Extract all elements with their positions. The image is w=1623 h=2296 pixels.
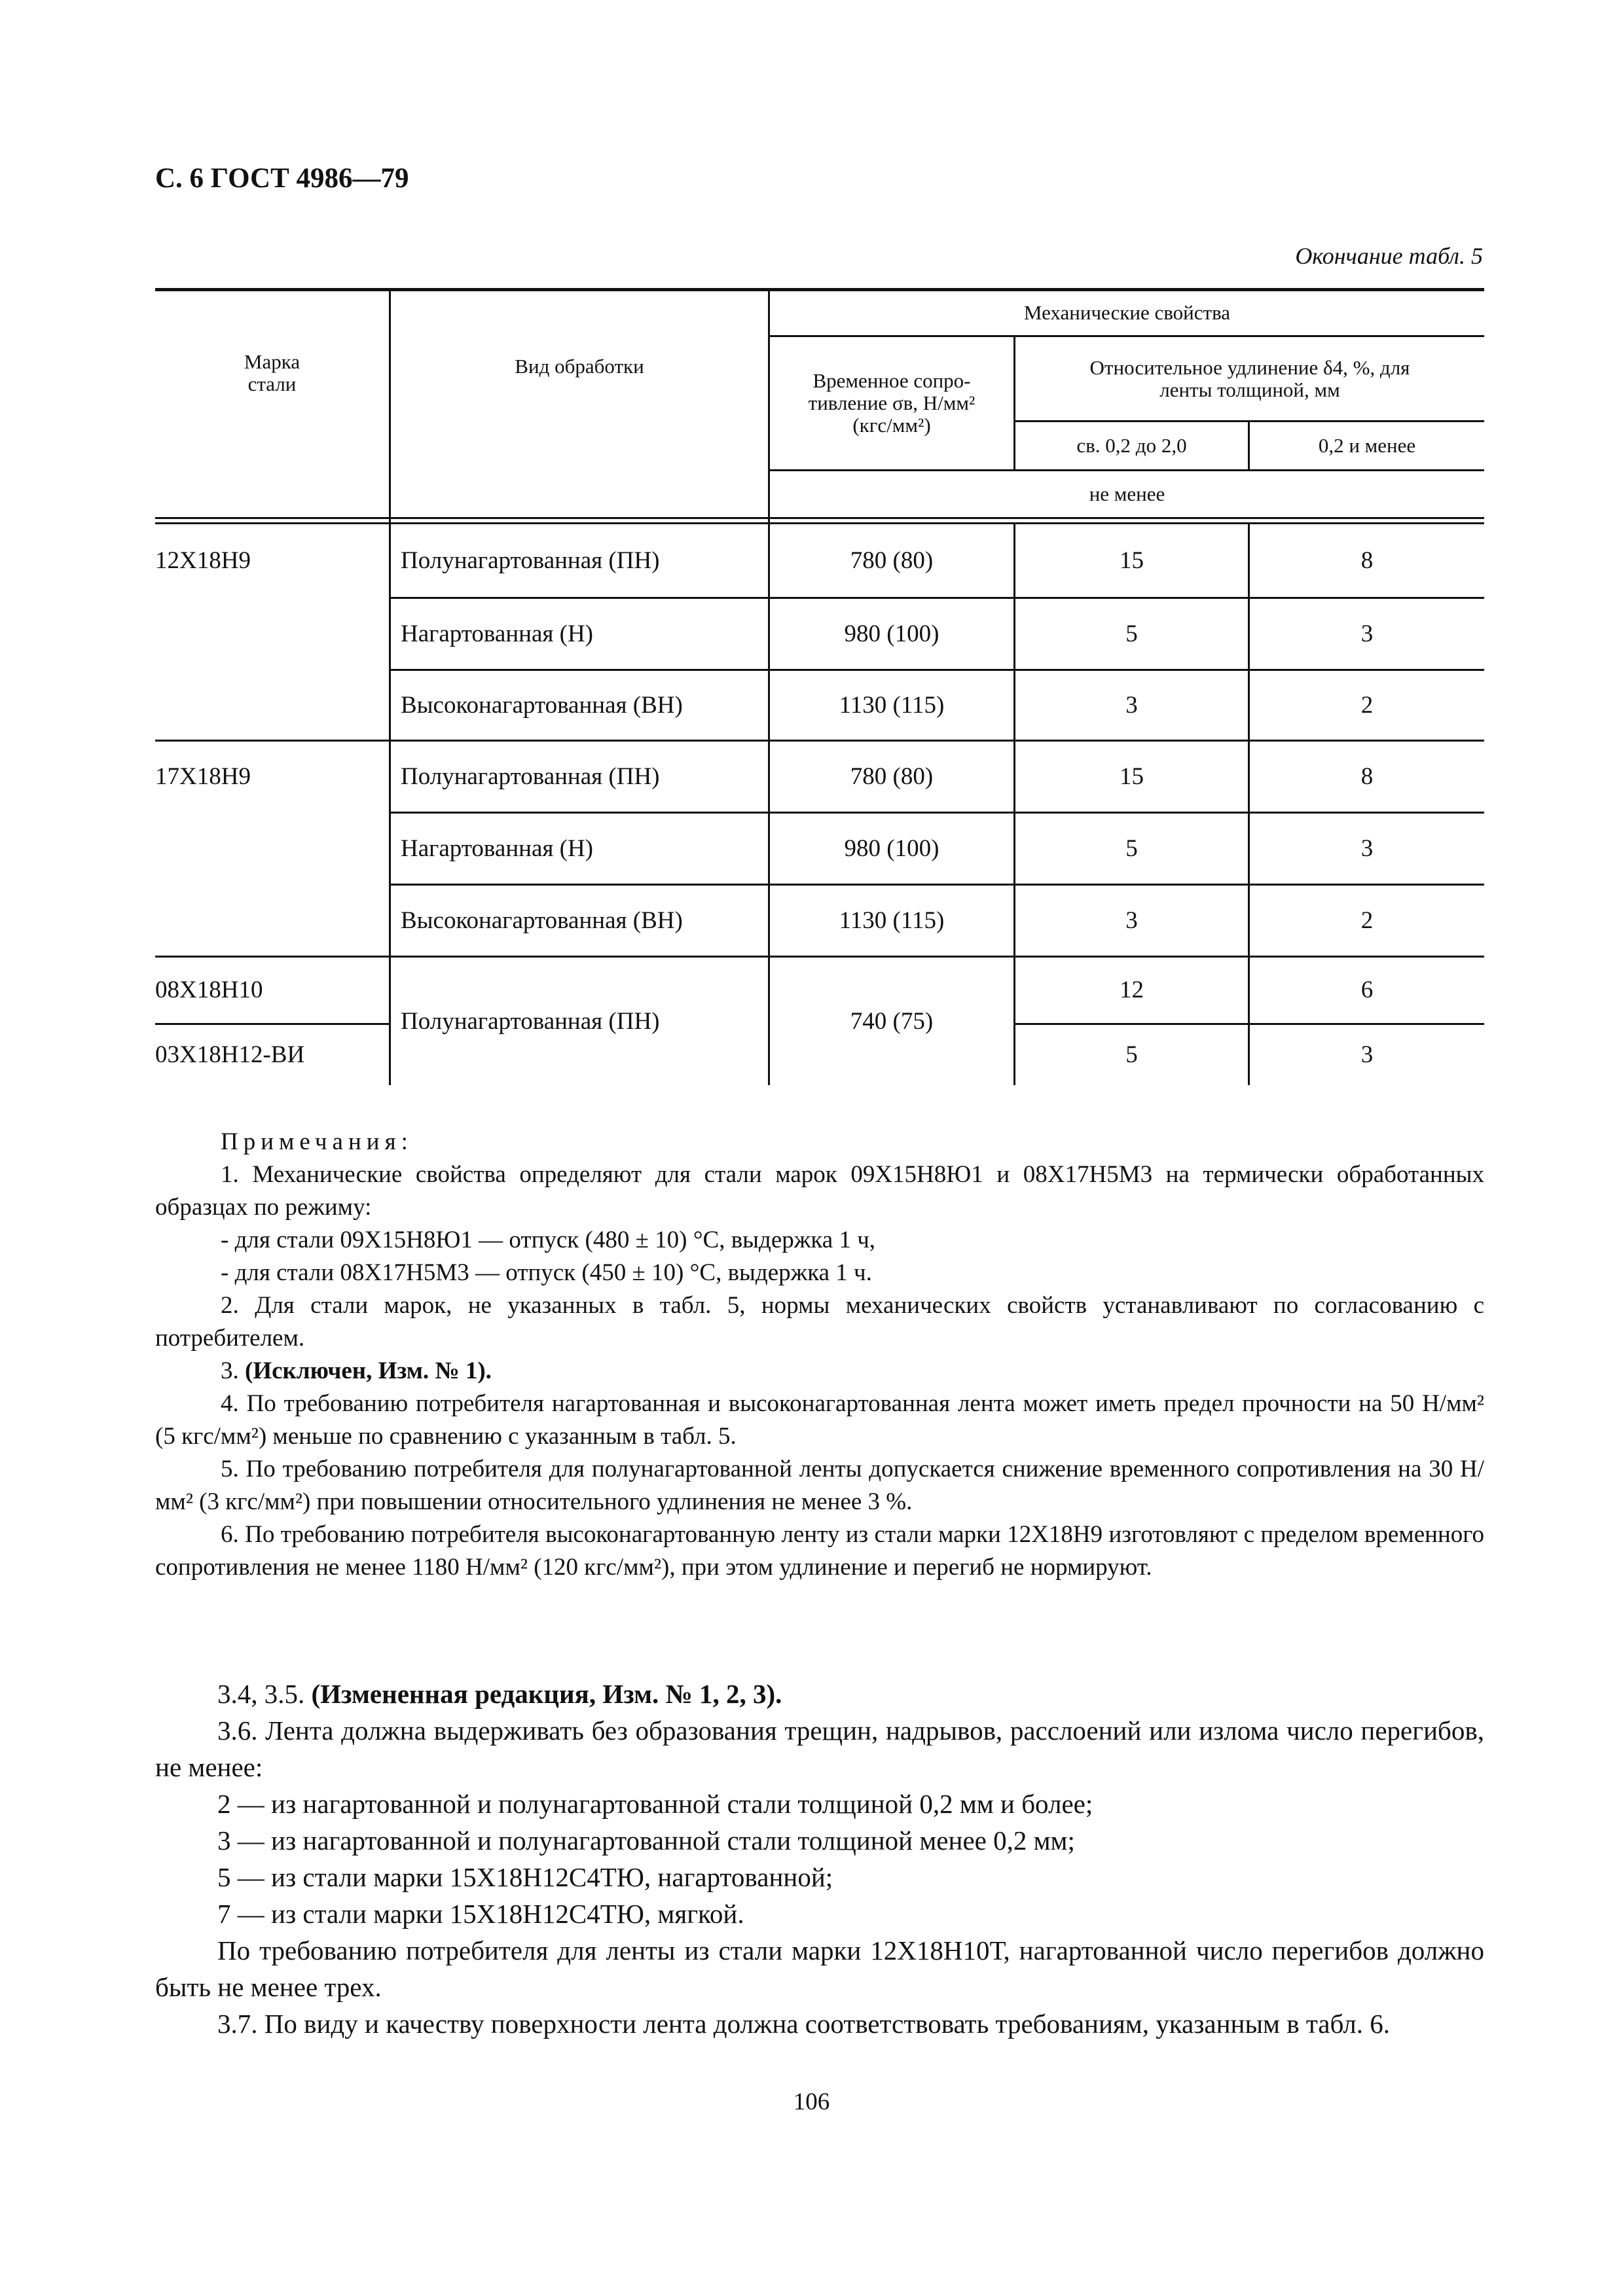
elongation-cell: 3 xyxy=(1125,691,1138,719)
elongation-cell: 5 xyxy=(1125,620,1138,647)
elongation-cell: 8 xyxy=(1360,547,1374,574)
treatment-cell: Высоконагартованная (ВН) xyxy=(401,691,683,719)
clause-3-6-extra: По требованию потребителя для ленты из стали марки 12Х18Н10Т, нагартованной число перегибов должно быть не менее трех. xyxy=(155,1935,1484,2002)
document-header: С. 6 ГОСТ 4986—79 xyxy=(155,163,409,194)
grade-cell: 12Х18Н9 xyxy=(155,547,251,574)
note-item: 2. Для стали марок, не указанных в табл. 5, нормы механических свойств устанавливают по согласованию с потребителем. xyxy=(155,1292,1484,1352)
note-item: 4. По требованию потребителя нагартованная и высоконагартованная лента может иметь предел прочности на 50 Н/мм² (5 кгс/мм²) меньше по сравнению с указанным в табл. 5. xyxy=(155,1390,1484,1450)
tensile-cell: 740 (75) xyxy=(850,1007,934,1035)
treatment-cell: Нагартованная (Н) xyxy=(401,834,593,862)
elongation-cell: 2 xyxy=(1360,906,1374,934)
table-header-rule xyxy=(155,522,1484,524)
table-notes xyxy=(155,1126,1484,1584)
elongation-cell: 15 xyxy=(1120,547,1144,574)
note-item: - для стали 08Х17Н5М3 — отпуск (450 ± 10) °С, выдержка 1 ч. xyxy=(221,1259,872,1286)
clause-number: 3.4, 3.5. xyxy=(217,1679,305,1709)
clause-3-4 xyxy=(155,1676,1484,1712)
treatment-cell: Нагартованная (Н) xyxy=(401,620,593,647)
table-header-rule xyxy=(155,517,1484,519)
page-number: 106 xyxy=(793,2089,830,2115)
note-item: 1. Механические свойства определяют для стали марок 09Х15Н8Ю1 и 08Х17Н5М3 на термически обработанных образцах по режиму: xyxy=(155,1161,1484,1221)
note-item: - для стали 09Х15Н8Ю1 — отпуск (480 ± 10) °С, выдержка 1 ч, xyxy=(221,1227,876,1253)
note-item xyxy=(155,1355,1484,1388)
note-item: 5. По требованию потребителя для полунагартованной ленты допускается снижение временного сопротивления на 30 Н/мм² (3 кгс/мм²) при повышении относительного удлинения не менее 3 %. xyxy=(155,1456,1484,1515)
note-number: 3. xyxy=(221,1357,239,1384)
elongation-cell: 3 xyxy=(1125,906,1138,934)
tensile-cell: 980 (100) xyxy=(844,834,939,862)
elongation-cell: 5 xyxy=(1125,834,1138,862)
header-grade: Марка стали xyxy=(244,350,301,395)
header-elongation: Относительное удлинение δ4, %, для ленты толщиной, мм xyxy=(1089,355,1410,401)
grade-cell: 17Х18Н9 xyxy=(155,762,251,790)
treatment-cell: Высоконагартованная (ВН) xyxy=(401,906,683,934)
elongation-cell: 15 xyxy=(1120,762,1144,790)
clause-3-7: 3.7. По виду и качеству поверхности лента должна соответствовать требованиям, указанным в табл. 6. xyxy=(217,2009,1391,2039)
clause-3-6: 3.6. Лента должна выдерживать без образования трещин, надрывов, расслоений или излома число перегибов, не менее: xyxy=(155,1715,1484,1782)
header-treatment: Вид обработки xyxy=(515,355,644,378)
grade-cell: 08Х18Н10 xyxy=(155,977,263,1003)
tensile-cell: 1130 (115) xyxy=(839,691,945,719)
grade-cell: 03Х18Н12-ВИ xyxy=(155,1041,305,1068)
treatment-cell: Полунагартованная (ПН) xyxy=(401,547,660,574)
elongation-cell: 3 xyxy=(1360,620,1374,647)
treatment-cell: Полунагартованная (ПН) xyxy=(401,1007,660,1035)
list-item: 7 — из стали марки 15Х18Н12С4ТЮ, мягкой. xyxy=(217,1899,744,1929)
header-mech-props: Механические свойства xyxy=(1023,300,1231,324)
elongation-cell: 5 xyxy=(1125,1041,1138,1068)
tensile-cell: 780 (80) xyxy=(850,762,934,790)
note-amendment: (Исключен, Изм. № 1). xyxy=(245,1357,492,1384)
elongation-cell: 3 xyxy=(1360,1041,1374,1068)
tensile-cell: 780 (80) xyxy=(850,547,934,574)
elongation-cell: 12 xyxy=(1120,977,1144,1003)
elongation-cell: 2 xyxy=(1360,691,1374,719)
treatment-cell: Полунагартованная (ПН) xyxy=(401,762,660,790)
list-item: 5 — из стали марки 15Х18Н12С4ТЮ, нагартованной; xyxy=(217,1862,833,1892)
elongation-cell: 8 xyxy=(1360,762,1374,790)
header-elong-thin: 0,2 и менее xyxy=(1318,434,1416,457)
tensile-cell: 980 (100) xyxy=(844,620,939,647)
list-item: 3 — из нагартованной и полунагартованной стали толщиной менее 0,2 мм; xyxy=(217,1825,1075,1856)
notes-heading: Примечания: xyxy=(221,1128,413,1155)
list-item: 2 — из нагартованной и полунагартованной стали толщиной 0,2 мм и более; xyxy=(217,1789,1093,1819)
header-elong-thick: св. 0,2 до 2,0 xyxy=(1076,434,1187,457)
header-tensile: Временное сопро- тивление σв, Н/мм² (кгс/мм²) xyxy=(808,369,976,437)
note-item: 6. По требованию потребителя высоконагартованную ленту из стали марки 12Х18Н9 изготовляют с пределом временного сопротивления не менее 1180 Н/мм² (120 кгс/мм²), при этом удлинение и перегиб не нормируют. xyxy=(155,1521,1484,1581)
elongation-cell: 6 xyxy=(1360,977,1374,1003)
table-caption: Окончание табл. 5 xyxy=(1295,243,1483,269)
clause-amendment: (Измененная редакция, Изм. № 1, 2, 3). xyxy=(311,1679,782,1709)
header-not-less: не менее xyxy=(1089,482,1165,505)
body-text xyxy=(155,1676,1484,2042)
elongation-cell: 3 xyxy=(1360,834,1374,862)
tensile-cell: 1130 (115) xyxy=(839,906,945,934)
table-col-rule xyxy=(389,288,391,1085)
